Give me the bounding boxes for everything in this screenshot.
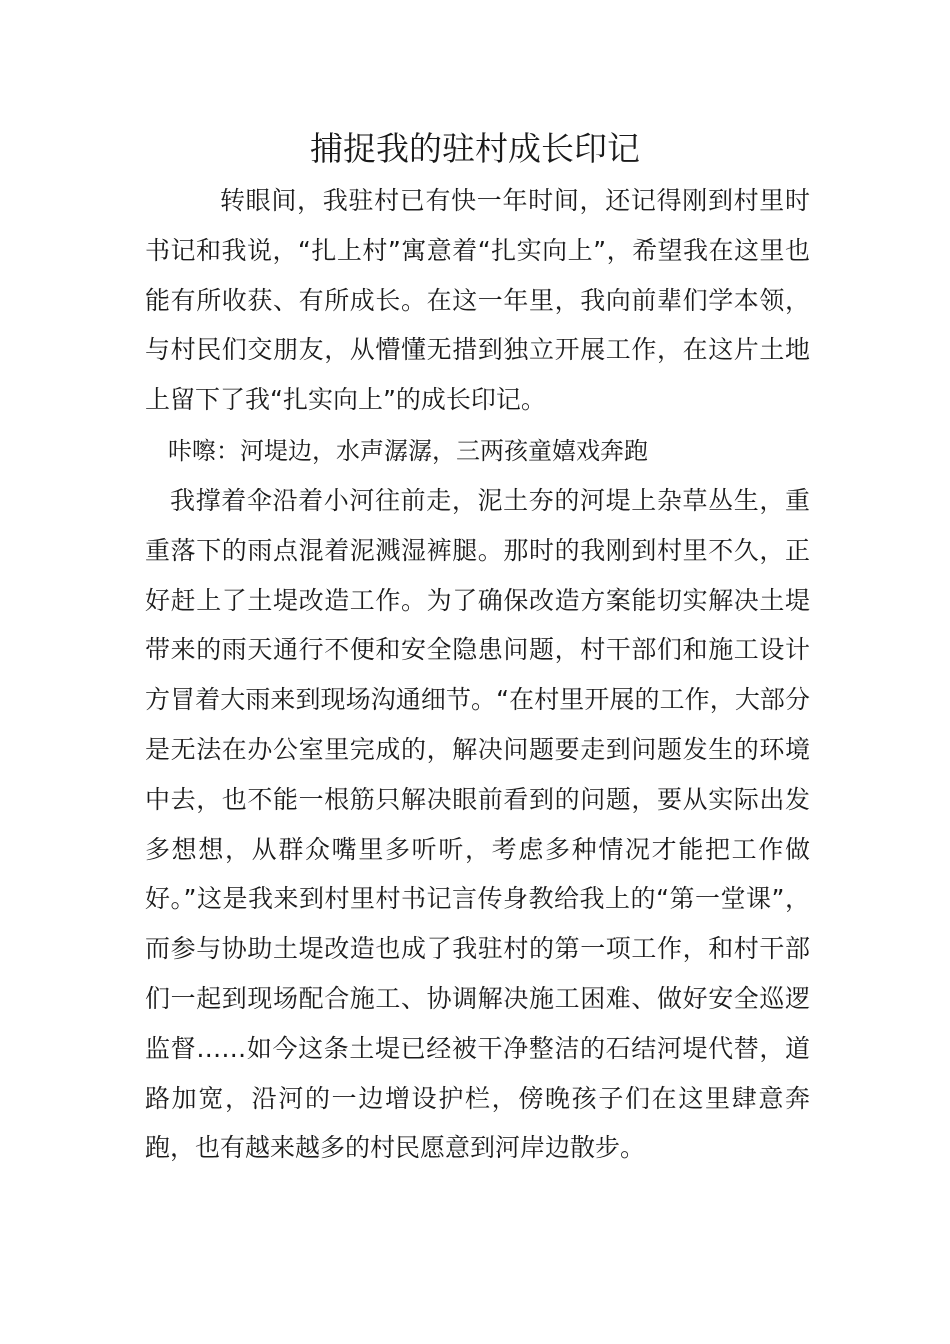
paragraph-intro: 转眼间，我驻村已有快一年时间，还记得刚到村里时书记和我说，“扎上村”寓意着“扎实向上”，希望我在这里也能有所收获、有所成长。在这一年里，我向前辈们学本领，与村民们交朋友，从懵懂无措到独立开展工作，在这片土地上留下了我“扎实向上”的成长印记。	[145, 186, 810, 415]
paragraph-riverbank: 我撑着伞沿着小河往前走，泥土夯的河堤上杂草丛生，重重落下的雨点混着泥溅湿裤腿。那时的我刚到村里不久，正好赶上了土堤改造工作。为了确保改造方案能切实解决土堤带来的雨天通行不便和安全隐患问题，村干部们和施工设计方冒着大雨来到现场沟通细节。“在村里开展的工作，大部分是无法在办公室里完成的，解决问题要走到问题发生的环境中去，也不能一根筋只解决眼前看到的问题，要从实际出发多想想，从群众嘴里多听听，考虑多种情况才能把工作做好。”这是我来到村里村书记言传身教给我上的“第一堂课”，而参与协助土堤改造也成了我驻村的第一项工作，和村干部们一起到现场配合施工、协调解决施工困难、做好安全巡逻监督……如今这条土堤已经被干净整洁的石结河堤代替，道路加宽，沿河的一边增设护栏，傍晚孩子们在这里肆意奔跑，也有越来越多的村民愿意到河岸边散步。	[145, 486, 810, 1163]
section-subheading: 咔嚓：河堤边，水声潺潺，三两孩童嬉戏奔跑	[168, 437, 648, 465]
document-title: 捕捉我的驻村成长印记	[310, 129, 640, 168]
